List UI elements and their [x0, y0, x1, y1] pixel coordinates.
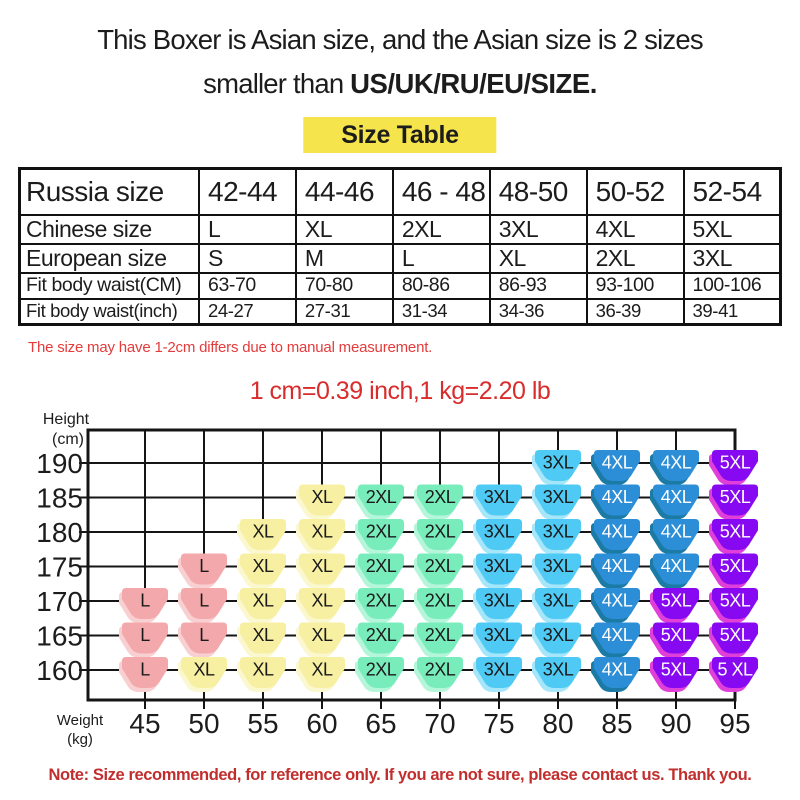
table-cell: XL [296, 215, 393, 244]
svg-text:3XL: 3XL [483, 556, 515, 576]
table-cell: 46 - 48 [393, 169, 490, 215]
bottom-note: Note: Size recommended, for reference only. If you are not sure, please contact us. Thank you. [48, 766, 752, 784]
svg-text:2XL: 2XL [365, 590, 397, 611]
size-marker [592, 624, 639, 657]
table-cell: 93-100 [587, 273, 684, 299]
size-marker [533, 520, 580, 553]
svg-text:2XL: 2XL [365, 625, 397, 645]
svg-text:4XL: 4XL [660, 556, 692, 576]
table-cell: 31-34 [393, 299, 490, 325]
table-cell: L [199, 215, 296, 244]
svg-text:160: 160 [36, 655, 83, 686]
svg-text:55: 55 [247, 708, 279, 739]
svg-text:180: 180 [36, 517, 83, 548]
size-marker [651, 520, 698, 553]
size-marker [474, 555, 521, 588]
size-marker [415, 589, 462, 622]
svg-text:XL: XL [252, 590, 274, 611]
svg-text:5XL: 5XL [719, 556, 751, 576]
table-cell: 39-41 [684, 299, 781, 325]
svg-text:(cm): (cm) [52, 431, 84, 448]
row-label: Russia size [20, 169, 200, 215]
size-marker [533, 589, 580, 622]
title-line1: This Boxer is Asian size, and the Asian size is 2 sizes [97, 24, 703, 55]
svg-text:XL: XL [252, 556, 274, 576]
table-cell: L [393, 244, 490, 273]
size-marker [651, 451, 698, 484]
svg-text:4XL: 4XL [601, 659, 633, 680]
table-row [20, 244, 781, 273]
size-marker [592, 555, 639, 588]
svg-text:85: 85 [601, 708, 633, 739]
size-marker [533, 624, 580, 657]
svg-text:L: L [199, 556, 209, 576]
svg-text:65: 65 [365, 708, 397, 739]
svg-text:75: 75 [483, 708, 515, 739]
size-marker [474, 589, 521, 622]
svg-text:80: 80 [542, 708, 574, 739]
size-marker [238, 589, 285, 622]
svg-text:5 XL: 5 XL [717, 659, 753, 680]
size-marker [415, 520, 462, 553]
svg-text:L: L [199, 625, 209, 645]
table-cell: 52-54 [684, 169, 781, 215]
svg-text:60: 60 [306, 708, 338, 739]
size-marker [297, 486, 344, 519]
svg-text:XL: XL [311, 556, 333, 576]
size-marker [120, 658, 167, 691]
table-row [20, 273, 781, 299]
svg-text:4XL: 4XL [601, 590, 633, 611]
measurement-note: The size may have 1-2cm differs due to manual measurement. [28, 339, 433, 356]
size-marker [474, 520, 521, 553]
size-marker [297, 589, 344, 622]
size-marker [474, 486, 521, 519]
size-marker [651, 486, 698, 519]
svg-text:L: L [140, 625, 150, 645]
height-weight-chart-svg [0, 405, 800, 767]
svg-text:4XL: 4XL [601, 521, 633, 542]
size-marker [356, 486, 403, 519]
svg-text:3XL: 3XL [483, 625, 515, 645]
table-cell: 50-52 [587, 169, 684, 215]
table-cell: 86-93 [490, 273, 587, 299]
svg-text:5XL: 5XL [719, 521, 751, 542]
svg-text:70: 70 [424, 708, 456, 739]
svg-text:XL: XL [311, 521, 333, 542]
size-marker [533, 658, 580, 691]
svg-text:3XL: 3XL [542, 625, 574, 645]
size-marker [120, 589, 167, 622]
svg-text:XL: XL [252, 659, 274, 680]
svg-text:90: 90 [660, 708, 692, 739]
size-marker [356, 589, 403, 622]
size-marker [238, 520, 285, 553]
size-marker [592, 451, 639, 484]
svg-text:2XL: 2XL [424, 487, 456, 507]
size-marker [651, 658, 698, 691]
table-cell: 4XL [587, 215, 684, 244]
table-cell: 3XL [684, 244, 781, 273]
size-marker [238, 555, 285, 588]
conversion-note: 1 cm=0.39 inch,1 kg=2.20 lb [249, 377, 551, 405]
svg-text:2XL: 2XL [424, 590, 456, 611]
size-marker [592, 589, 639, 622]
row-label: European size [20, 244, 200, 273]
svg-text:(kg): (kg) [67, 731, 93, 748]
svg-text:2XL: 2XL [365, 487, 397, 507]
svg-text:5XL: 5XL [660, 590, 692, 611]
size-marker [592, 520, 639, 553]
title-line2-bold: US/UK/RU/EU/SIZE. [350, 68, 597, 99]
table-cell: 27-31 [296, 299, 393, 325]
svg-text:3XL: 3XL [542, 659, 574, 680]
table-cell: 34-36 [490, 299, 587, 325]
svg-text:5XL: 5XL [719, 487, 751, 507]
svg-text:45: 45 [129, 708, 161, 739]
size-marker [356, 658, 403, 691]
svg-text:175: 175 [36, 551, 83, 583]
table-cell: 42-44 [199, 169, 296, 215]
size-marker [592, 486, 639, 519]
svg-text:L: L [140, 659, 150, 680]
table-cell: 63-70 [199, 273, 296, 299]
table-row [20, 299, 781, 325]
size-marker [179, 555, 226, 588]
svg-text:3XL: 3XL [542, 556, 574, 576]
size-marker [179, 589, 226, 622]
svg-text:XL: XL [252, 625, 274, 645]
size-marker [533, 486, 580, 519]
svg-text:XL: XL [311, 590, 333, 611]
size-marker [415, 486, 462, 519]
table-cell: 24-27 [199, 299, 296, 325]
table-cell: 2XL [393, 215, 490, 244]
svg-text:165: 165 [36, 620, 83, 652]
size-marker [474, 658, 521, 691]
table-cell: 44-46 [296, 169, 393, 215]
size-marker [415, 658, 462, 691]
size-marker [533, 555, 580, 588]
size-marker [297, 520, 344, 553]
size-marker [356, 520, 403, 553]
svg-text:4XL: 4XL [660, 487, 692, 507]
height-weight-chart [0, 405, 800, 767]
title-line2 [0, 68, 800, 100]
size-marker [592, 658, 639, 691]
svg-text:Height: Height [42, 411, 90, 428]
size-marker [179, 658, 226, 691]
size-marker [710, 555, 757, 588]
svg-text:2XL: 2XL [365, 556, 397, 576]
svg-text:XL: XL [193, 659, 215, 680]
row-label: Chinese size [20, 215, 200, 244]
size-marker [238, 624, 285, 657]
svg-text:4XL: 4XL [601, 452, 633, 473]
svg-text:4XL: 4XL [660, 521, 692, 542]
svg-text:5XL: 5XL [719, 590, 751, 611]
size-marker [297, 658, 344, 691]
row-label: Fit body waist(inch) [20, 299, 200, 325]
size-marker [474, 624, 521, 657]
svg-text:3XL: 3XL [483, 521, 515, 542]
size-marker [297, 624, 344, 657]
size-marker [710, 624, 757, 657]
svg-text:3XL: 3XL [483, 487, 515, 507]
size-markers [120, 451, 757, 691]
svg-text:L: L [199, 590, 209, 611]
table-cell: 36-39 [587, 299, 684, 325]
svg-text:4XL: 4XL [601, 625, 633, 645]
size-table [18, 167, 782, 326]
svg-text:XL: XL [252, 521, 274, 542]
svg-text:Weight: Weight [56, 712, 104, 729]
svg-text:3XL: 3XL [542, 521, 574, 542]
svg-text:190: 190 [36, 448, 83, 479]
size-marker [710, 451, 757, 484]
table-cell: 70-80 [296, 273, 393, 299]
table-cell: 2XL [587, 244, 684, 273]
svg-text:2XL: 2XL [365, 659, 397, 680]
size-marker [356, 555, 403, 588]
svg-text:3XL: 3XL [483, 590, 515, 611]
table-cell: 80-86 [393, 273, 490, 299]
svg-text:2XL: 2XL [365, 521, 397, 542]
title-line2-regular: smaller than [203, 68, 351, 99]
svg-text:170: 170 [36, 586, 83, 617]
svg-text:50: 50 [188, 708, 220, 739]
svg-text:3XL: 3XL [483, 659, 515, 680]
size-table-body [20, 169, 781, 325]
size-marker [651, 624, 698, 657]
svg-text:2XL: 2XL [424, 556, 456, 576]
table-cell: 5XL [684, 215, 781, 244]
svg-text:5XL: 5XL [719, 452, 751, 473]
svg-text:5XL: 5XL [660, 625, 692, 645]
svg-text:185: 185 [36, 482, 83, 514]
svg-text:XL: XL [311, 487, 333, 507]
table-cell: 48-50 [490, 169, 587, 215]
table-row [20, 215, 781, 244]
table-cell: M [296, 244, 393, 273]
svg-text:3XL: 3XL [542, 487, 574, 507]
size-marker [651, 555, 698, 588]
svg-text:XL: XL [311, 659, 333, 680]
table-cell: 100-106 [684, 273, 781, 299]
svg-text:5XL: 5XL [719, 625, 751, 645]
size-marker [415, 624, 462, 657]
size-marker [120, 624, 167, 657]
svg-text:L: L [140, 590, 150, 611]
table-cell: 3XL [490, 215, 587, 244]
svg-text:95: 95 [719, 708, 751, 739]
size-marker [297, 555, 344, 588]
svg-text:3XL: 3XL [542, 452, 574, 473]
svg-text:2XL: 2XL [424, 625, 456, 645]
svg-text:4XL: 4XL [660, 452, 692, 473]
svg-text:4XL: 4XL [601, 556, 633, 576]
svg-text:3XL: 3XL [542, 590, 574, 611]
svg-text:2XL: 2XL [424, 521, 456, 542]
size-marker [238, 658, 285, 691]
size-marker [179, 624, 226, 657]
size-table-banner: Size Table [303, 117, 496, 153]
size-marker [710, 658, 757, 691]
svg-text:5XL: 5XL [660, 659, 692, 680]
table-cell: XL [490, 244, 587, 273]
size-marker [710, 520, 757, 553]
size-marker [710, 486, 757, 519]
size-marker [415, 555, 462, 588]
table-cell: S [199, 244, 296, 273]
table-row [20, 169, 781, 215]
svg-text:4XL: 4XL [601, 487, 633, 507]
svg-text:2XL: 2XL [424, 659, 456, 680]
size-marker [533, 451, 580, 484]
size-marker [356, 624, 403, 657]
svg-text:XL: XL [311, 625, 333, 645]
size-marker [651, 589, 698, 622]
row-label: Fit body waist(CM) [20, 273, 200, 299]
size-marker [710, 589, 757, 622]
